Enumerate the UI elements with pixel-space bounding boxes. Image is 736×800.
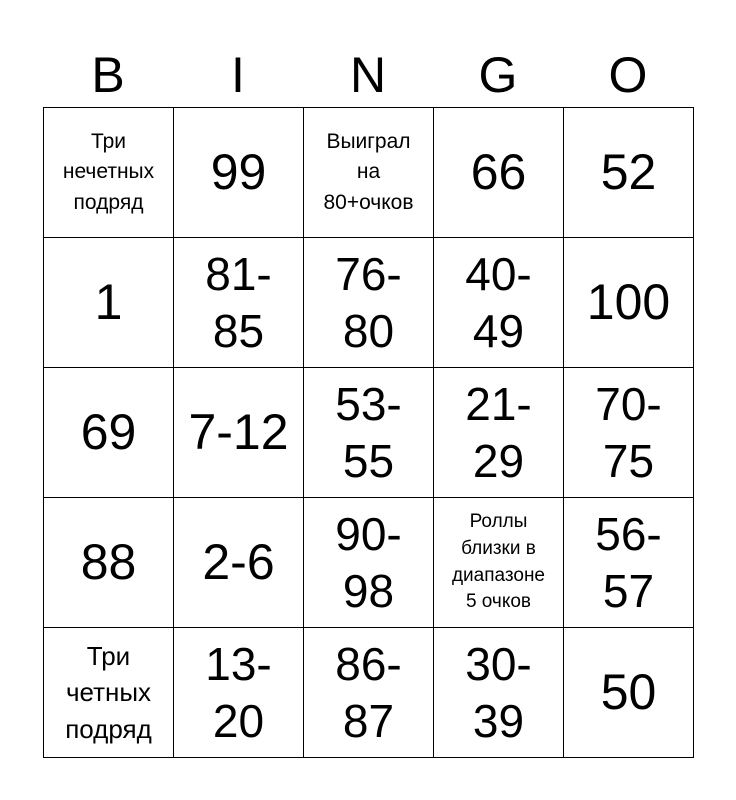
bingo-cell[interactable]: [434, 368, 564, 498]
header-letter-n: N: [349, 47, 387, 103]
bingo-cell[interactable]: [174, 108, 304, 238]
bingo-cell-text: 2-6: [202, 533, 275, 590]
bingo-cell[interactable]: [44, 628, 174, 758]
bingo-cell[interactable]: [304, 498, 434, 628]
bingo-cell[interactable]: [44, 108, 174, 238]
bingo-cell-text: 21- 29: [465, 378, 532, 487]
bingo-cell-text: 52: [600, 143, 657, 200]
bingo-cell[interactable]: [44, 498, 174, 628]
bingo-cell-text: 66: [470, 143, 527, 200]
bingo-cell[interactable]: [304, 108, 434, 238]
bingo-cell-text: 90- 98: [335, 508, 402, 617]
bingo-cell[interactable]: [434, 238, 564, 368]
bingo-cell[interactable]: [304, 628, 434, 758]
bingo-header: [43, 44, 693, 106]
bingo-cell-text: 53- 55: [335, 378, 402, 487]
bingo-cell[interactable]: [434, 108, 564, 238]
bingo-cell[interactable]: [304, 368, 434, 498]
bingo-cell-text: 30- 39: [465, 638, 532, 747]
bingo-cell[interactable]: [564, 368, 694, 498]
bingo-cell-text: Роллы близки в диапазоне 5 очков: [451, 511, 546, 613]
bingo-cell[interactable]: [434, 498, 564, 628]
bingo-cell-text: 50: [600, 663, 657, 720]
bingo-cell-text: 76- 80: [335, 248, 402, 357]
bingo-cell-text: Три четных подряд: [65, 640, 152, 744]
bingo-cell[interactable]: [174, 628, 304, 758]
bingo-cell-text: 56- 57: [595, 508, 662, 617]
bingo-board: [43, 107, 694, 758]
header-letter-b: B: [91, 47, 125, 103]
bingo-cell[interactable]: [304, 238, 434, 368]
bingo-cell-text: 70- 75: [595, 378, 662, 487]
header-letter-o: O: [608, 47, 648, 103]
header-letter-g: G: [478, 47, 518, 103]
bingo-cell[interactable]: [174, 238, 304, 368]
bingo-cell[interactable]: [44, 368, 174, 498]
bingo-cell-text: 99: [210, 143, 267, 200]
bingo-cell-text: 88: [80, 533, 137, 590]
bingo-cell-text: 86- 87: [335, 638, 402, 747]
bingo-cell-text: 40- 49: [465, 248, 532, 357]
bingo-cell-text: 13- 20: [205, 638, 272, 747]
bingo-cell[interactable]: [174, 498, 304, 628]
bingo-cell[interactable]: [564, 238, 694, 368]
bingo-cell[interactable]: [564, 628, 694, 758]
bingo-cell-text: 1: [94, 273, 123, 330]
bingo-cell-text: 81- 85: [205, 248, 272, 357]
bingo-cell[interactable]: [564, 498, 694, 628]
bingo-cell-text: Выиграл на 80+очков: [323, 129, 414, 214]
bingo-cell-text: Три нечетных подряд: [62, 129, 155, 214]
bingo-cell[interactable]: [44, 238, 174, 368]
bingo-cell-text: 69: [80, 403, 137, 460]
bingo-cell-text: 7-12: [188, 403, 289, 460]
bingo-cell[interactable]: [174, 368, 304, 498]
bingo-cell[interactable]: [434, 628, 564, 758]
bingo-cell[interactable]: [564, 108, 694, 238]
bingo-cell-text: 100: [586, 273, 671, 330]
header-letter-i: I: [231, 47, 245, 103]
